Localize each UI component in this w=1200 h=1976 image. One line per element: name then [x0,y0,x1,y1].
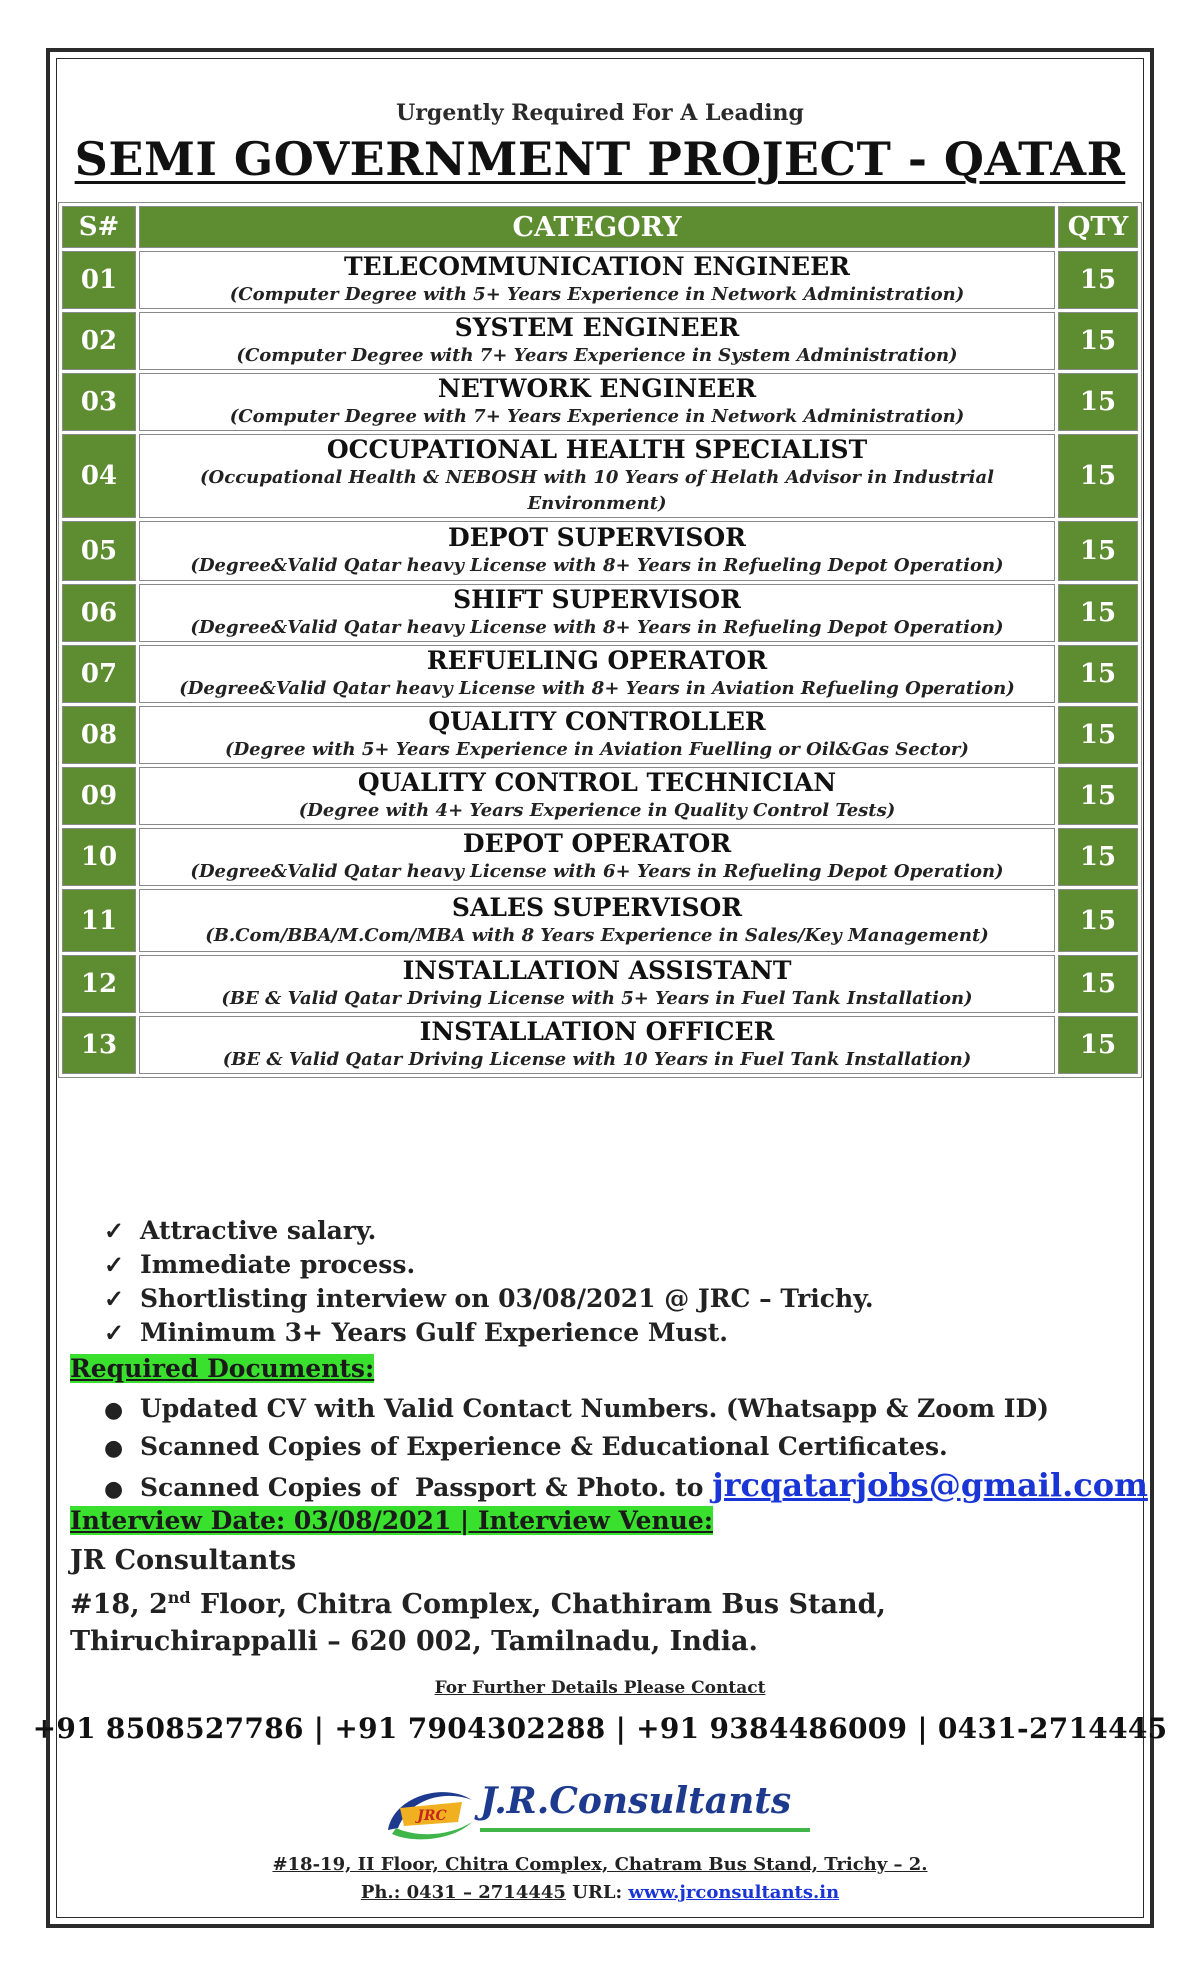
job-requirements: (Degree with 5+ Years Experience in Aviation Fuelling or Oil&Gas Sector) [225,739,969,760]
table-row [62,434,1138,518]
header-category: CATEGORY [139,206,1055,248]
check-icon: ✓ [104,1216,125,1245]
document-text: Scanned Copies of Experience & Educational Certificates. [140,1432,948,1461]
row-number: 03 [62,373,136,431]
row-number: 06 [62,584,136,642]
logo-name: J.R.Consultants [480,1780,792,1822]
row-quantity: 15 [1058,645,1138,703]
job-title: SYSTEM ENGINEER [454,313,740,342]
job-requirements: (Degree&Valid Qatar heavy License with 8+ Years in Refueling Depot Operation) [190,555,1004,576]
job-requirements: (Computer Degree with 5+ Years Experience in Network Administration) [229,284,965,305]
job-requirements: (Computer Degree with 7+ Years Experience in Network Administration) [229,406,965,427]
interview-heading: Interview Date: 03/08/2021 | Interview Venue: [70,1506,713,1535]
header-qty: QTY [1058,206,1138,248]
table-row [62,584,1138,642]
required-documents-heading-wrap [70,1352,374,1389]
check-icon: ✓ [104,1250,125,1279]
row-category [139,434,1055,518]
row-quantity: 15 [1058,889,1138,952]
footer-contact [0,1882,1200,1903]
venue-address [70,1542,886,1660]
list-item [104,1316,874,1350]
job-requirements: (BE & Valid Qatar Driving License with 5+ Years in Fuel Tank Installation) [221,988,973,1009]
address-line-1-pre: #18, 2 [70,1589,168,1620]
row-number: 01 [62,251,136,309]
job-title: QUALITY CONTROLLER [428,707,766,736]
row-number: 08 [62,706,136,764]
list-item [104,1428,1148,1466]
list-item [104,1282,874,1316]
row-category [139,955,1055,1013]
footer-url-label: URL: [565,1882,629,1903]
table-row [62,645,1138,703]
logo-underline [480,1828,810,1832]
address-line-1-sup: nd [167,1588,191,1607]
row-number: 04 [62,434,136,518]
list-item [104,1390,1148,1428]
list-item [104,1214,874,1248]
logo-badge-text: JRC [417,1808,447,1824]
header-sn: S# [62,206,136,248]
address-line-1 [70,1579,886,1623]
check-icon: ✓ [104,1284,125,1313]
list-item [104,1248,874,1282]
row-number: 12 [62,955,136,1013]
job-requirements: (BE & Valid Qatar Driving License with 10 Years in Fuel Tank Installation) [222,1049,972,1070]
row-quantity: 15 [1058,251,1138,309]
job-title: DEPOT OPERATOR [462,829,732,858]
table-row [62,1016,1138,1074]
benefit-text: Immediate process. [140,1250,416,1279]
job-title: INSTALLATION OFFICER [419,1017,775,1046]
job-title: TELECOMMUNICATION ENGINEER [344,252,850,281]
row-category [139,706,1055,764]
job-title: OCCUPATIONAL HEALTH SPECIALIST [326,435,868,464]
job-title: SHIFT SUPERVISOR [453,585,741,614]
row-number: 07 [62,645,136,703]
job-title: QUALITY CONTROL TECHNICIAN [357,768,837,797]
job-requirements: (B.Com/BBA/M.Com/MBA with 8 Years Experience in Sales/Key Management) [205,924,989,946]
row-number: 10 [62,828,136,886]
row-category [139,584,1055,642]
table-row [62,955,1138,1013]
document-text: Updated CV with Valid Contact Numbers. (Whatsapp & Zoom ID) [140,1394,1050,1423]
email-link[interactable]: jrcqatarjobs@gmail.com [712,1466,1148,1504]
address-line-1-post: Floor, Chitra Complex, Chathiram Bus Stand, [190,1589,886,1620]
benefit-text: Minimum 3+ Years Gulf Experience Must. [140,1318,728,1347]
bullet-icon: ● [104,1476,124,1502]
table-row [62,767,1138,825]
row-quantity: 15 [1058,955,1138,1013]
benefit-text: Shortlisting interview on 03/08/2021 @ JRC – Trichy. [140,1284,874,1313]
row-quantity: 15 [1058,706,1138,764]
address-line-2: Thiruchirappalli – 620 002, Tamilnadu, India. [70,1626,758,1657]
row-category [139,889,1055,952]
jobs-table [58,202,1142,1078]
footer-phone: Ph.: 0431 – 2714445 [360,1882,566,1903]
footer-address: #18-19, II Floor, Chitra Complex, Chatram Bus Stand, Trichy – 2. [272,1854,928,1875]
row-category [139,373,1055,431]
row-category [139,312,1055,370]
job-requirements: (Degree&Valid Qatar heavy License with 6+ Years in Refueling Depot Operation) [190,861,1004,882]
row-quantity: 15 [1058,767,1138,825]
table-row [62,706,1138,764]
row-quantity: 15 [1058,584,1138,642]
row-quantity: 15 [1058,521,1138,581]
interview-heading-wrap [70,1504,713,1541]
table-row [62,373,1138,431]
table-row [62,312,1138,370]
job-title: REFUELING OPERATOR [426,646,768,675]
row-category [139,251,1055,309]
job-title: NETWORK ENGINEER [437,374,757,403]
contact-heading: For Further Details Please Contact [434,1678,766,1698]
website-link[interactable]: www.jrconsultants.in [628,1882,840,1903]
table-row [62,889,1138,952]
row-quantity: 15 [1058,373,1138,431]
jrc-badge-icon [384,1778,476,1842]
row-number: 02 [62,312,136,370]
row-category [139,767,1055,825]
job-title: SALES SUPERVISOR [451,892,743,922]
required-documents-heading: Required Documents: [70,1354,375,1383]
job-requirements: (Degree&Valid Qatar heavy License with 8+ Years in Aviation Refueling Operation) [179,678,1015,699]
table-header-row [62,206,1138,248]
row-number: 13 [62,1016,136,1074]
job-requirements: (Degree&Valid Qatar heavy License with 8+ Years in Refueling Depot Operation) [190,617,1004,638]
row-quantity: 15 [1058,1016,1138,1074]
benefits-list [104,1214,874,1350]
bullet-icon: ● [104,1397,124,1423]
job-requirements: (Occupational Health & NEBOSH with 10 Years of Helath Advisor in Industrial Environment) [200,467,994,514]
job-title: DEPOT SUPERVISOR [448,523,746,552]
company-name: JR Consultants [70,1545,297,1576]
row-category [139,828,1055,886]
table-row [62,828,1138,886]
row-number: 09 [62,767,136,825]
documents-list [104,1390,1148,1504]
job-requirements: (Degree with 4+ Years Experience in Quality Control Tests) [298,800,896,821]
header-subtitle: Urgently Required For A Leading [396,100,804,126]
bullet-icon: ● [104,1435,124,1461]
document-text: Scanned Copies of Passport & Photo. to [140,1473,713,1502]
company-logo [384,1774,824,1844]
row-number: 05 [62,521,136,581]
contact-phones: +91 8508527786 | +91 7904302288 | +91 9384486009 | 0431-2714445 [32,1712,1168,1745]
row-quantity: 15 [1058,312,1138,370]
page-title: SEMI GOVERNMENT PROJECT - QATAR [74,132,1126,186]
check-icon: ✓ [104,1318,125,1347]
row-category [139,521,1055,581]
job-requirements: (Computer Degree with 7+ Years Experience in System Administration) [236,345,958,366]
row-category [139,645,1055,703]
table-row [62,251,1138,309]
table-row [62,521,1138,581]
list-item [104,1466,1148,1504]
row-quantity: 15 [1058,828,1138,886]
row-category [139,1016,1055,1074]
benefit-text: Attractive salary. [140,1216,377,1245]
row-quantity: 15 [1058,434,1138,518]
job-title: INSTALLATION ASSISTANT [402,956,792,985]
jobs-table-body [62,251,1138,1074]
row-number: 11 [62,889,136,952]
